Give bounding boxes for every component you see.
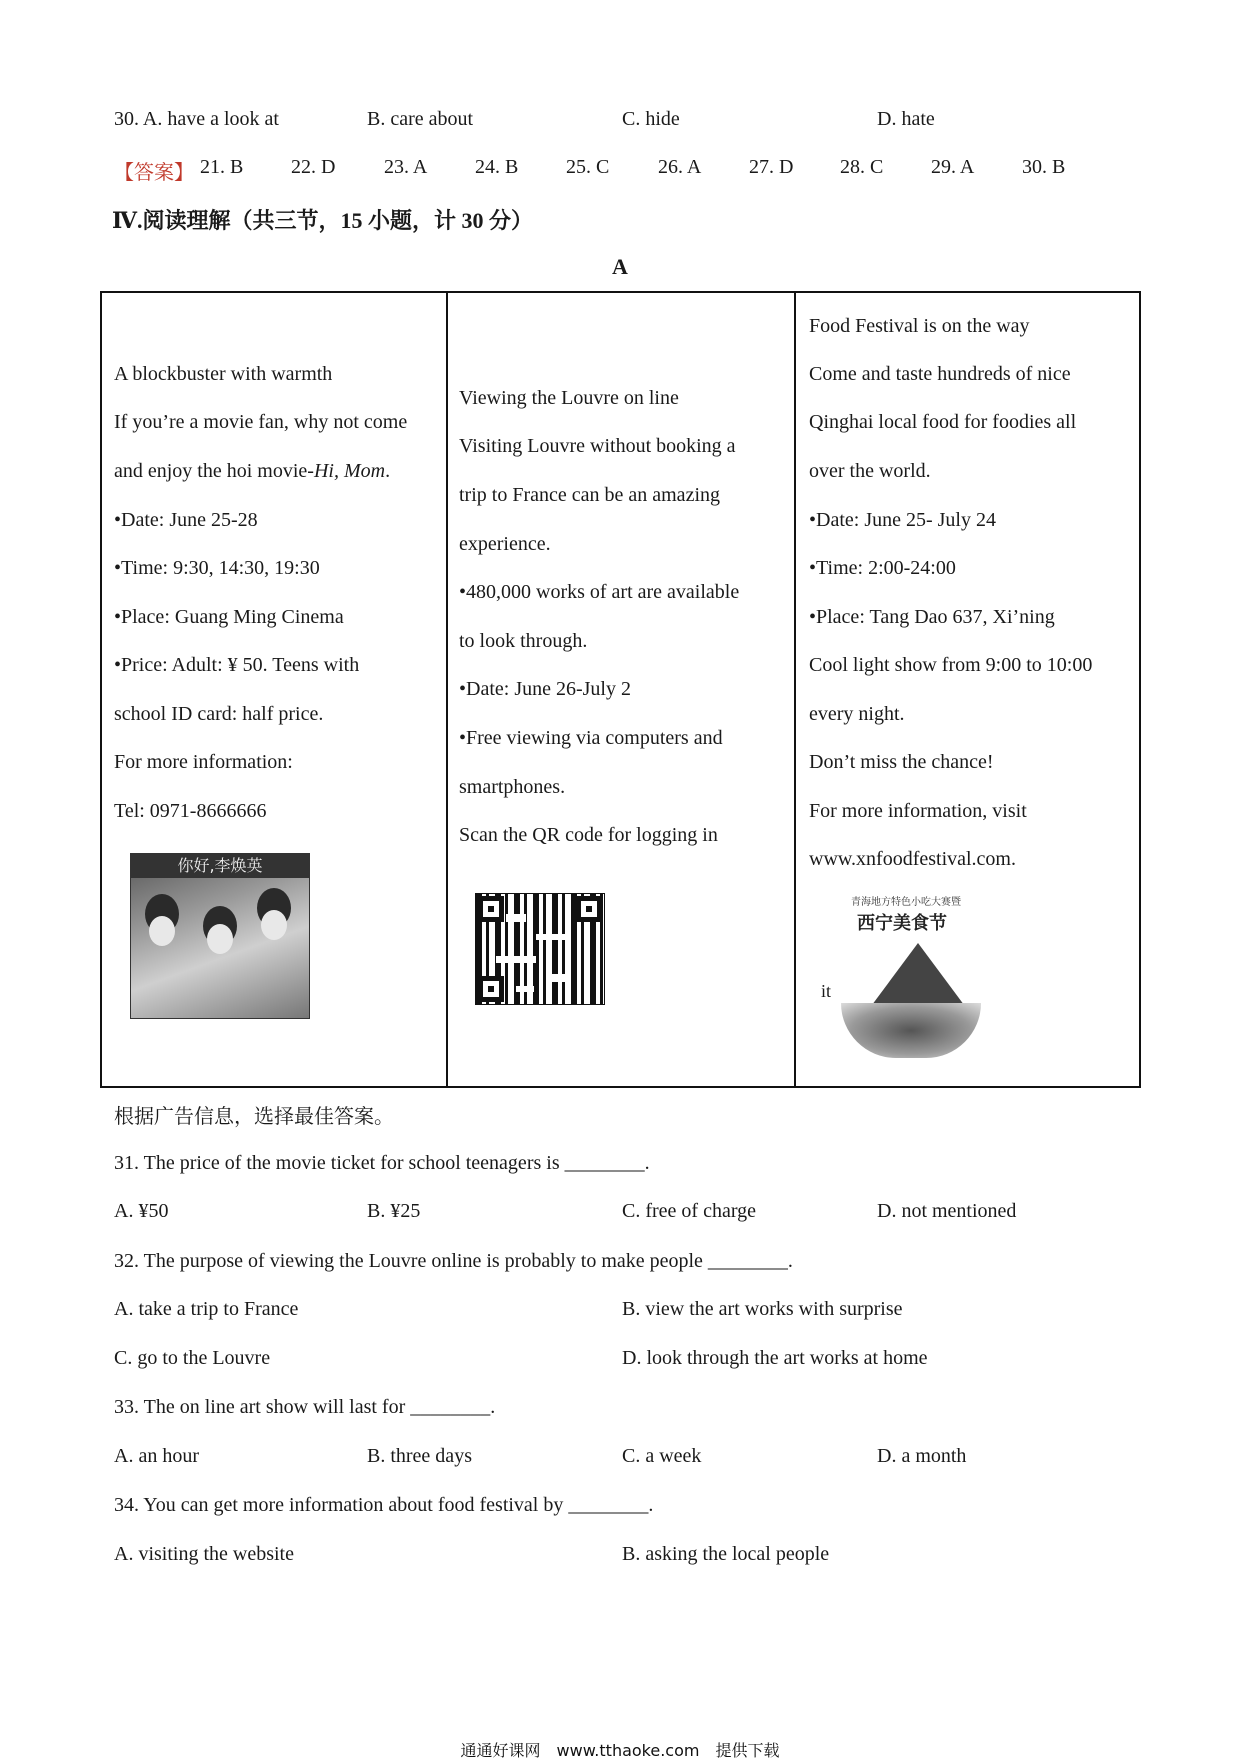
q30-option-c: C. hide bbox=[622, 108, 680, 130]
section-title: Ⅳ.阅读理解（共三节，15 小题，计 30 分） bbox=[112, 208, 533, 233]
part-heading: A bbox=[612, 254, 628, 279]
answer-27: 27. D bbox=[749, 156, 794, 178]
movie-line: and enjoy the hoi movie- bbox=[114, 460, 314, 482]
food-line: over the world. bbox=[809, 460, 931, 482]
q31-option-d: D. not mentioned bbox=[877, 1200, 1017, 1222]
movie-date: •Date: June 25-28 bbox=[114, 509, 258, 531]
q31-option-c: C. free of charge bbox=[622, 1200, 757, 1222]
q32-option-d: D. look through the art works at home bbox=[622, 1347, 928, 1369]
movie-title-period: . bbox=[385, 460, 391, 482]
movie-ad bbox=[114, 293, 444, 1086]
q30-option-d: D. hate bbox=[877, 108, 935, 130]
q33-option-d: D. a month bbox=[877, 1445, 967, 1467]
movie-title: Hi, Mom bbox=[313, 460, 386, 482]
food-line: Don’t miss the chance! bbox=[809, 751, 994, 773]
answer-key bbox=[114, 156, 194, 185]
q32-option-b: B. view the art works with surprise bbox=[622, 1298, 903, 1320]
movie-price: •Price: Adult: ¥ 50. Teens with bbox=[114, 654, 360, 676]
movie-line: If you’re a movie fan, why not come bbox=[114, 411, 408, 433]
food-line: Qinghai local food for foodies all bbox=[809, 411, 1077, 433]
q31-option-b: B. ¥25 bbox=[367, 1200, 421, 1222]
answer-21: 21. B bbox=[200, 156, 244, 178]
food-line: Come and taste hundreds of nice bbox=[809, 363, 1071, 385]
louvre-free: •Free viewing via computers and bbox=[459, 727, 723, 749]
q31-option-a: A. ¥50 bbox=[114, 1200, 169, 1222]
food-poster-subtitle: 青海地方特色小吃大赛暨 bbox=[851, 897, 961, 908]
movie-time: •Time: 9:30, 14:30, 19:30 bbox=[114, 557, 320, 579]
food-line: every night. bbox=[809, 703, 905, 725]
answer-25: 25. C bbox=[566, 156, 610, 178]
food-info-label: For more information, visit bbox=[809, 800, 1027, 822]
movie-tel: Tel: 0971-8666666 bbox=[114, 800, 267, 822]
food-poster-fragment: it bbox=[821, 981, 832, 1001]
answer-22: 22. D bbox=[291, 156, 336, 178]
q30-option-b: B. care about bbox=[367, 108, 474, 130]
food-headline: Food Festival is on the way bbox=[809, 315, 1030, 337]
food-festival-poster bbox=[821, 893, 989, 1063]
answer-23: 23. A bbox=[384, 156, 428, 178]
food-time: •Time: 2:00-24:00 bbox=[809, 557, 956, 579]
louvre-line: experience. bbox=[459, 533, 551, 555]
food-place: •Place: Tang Dao 637, Xi’ning bbox=[809, 606, 1055, 628]
answer-30: 30. B bbox=[1022, 156, 1066, 178]
q34-option-b: B. asking the local people bbox=[622, 1543, 830, 1565]
answer-tag: 【答案】 bbox=[114, 162, 194, 184]
q32-option-a: A. take a trip to France bbox=[114, 1298, 299, 1320]
ads-table bbox=[100, 291, 1141, 1088]
column-divider bbox=[446, 293, 448, 1086]
instruction: 根据广告信息，选择最佳答案。 bbox=[114, 1106, 394, 1128]
louvre-line: smartphones. bbox=[459, 776, 566, 798]
q34-option-a: A. visiting the website bbox=[114, 1543, 294, 1565]
louvre-ad bbox=[459, 293, 789, 1086]
bowl-image bbox=[841, 1003, 981, 1058]
movie-price-note: school ID card: half price. bbox=[114, 703, 324, 725]
qr-code-icon[interactable] bbox=[475, 893, 605, 1005]
q33-stem: 33. The on line art show will last for ________. bbox=[114, 1396, 496, 1418]
q33-option-a: A. an hour bbox=[114, 1445, 199, 1467]
q33-option-c: C. a week bbox=[622, 1445, 702, 1467]
movie-poster-image bbox=[130, 853, 310, 1019]
q34-stem: 34. You can get more information about food festival by ________. bbox=[114, 1494, 654, 1516]
movie-place: •Place: Guang Ming Cinema bbox=[114, 606, 344, 628]
q31-stem: 31. The price of the movie ticket for school teenagers is ________. bbox=[114, 1152, 650, 1174]
answer-26: 26. A bbox=[658, 156, 702, 178]
q32-stem: 32. The purpose of viewing the Louvre online is probably to make people ________. bbox=[114, 1250, 793, 1272]
movie-info-label: For more information: bbox=[114, 751, 293, 773]
food-website[interactable]: www.xnfoodfestival.com. bbox=[809, 848, 1016, 870]
louvre-headline: Viewing the Louvre on line bbox=[459, 387, 679, 409]
q30-option-a: 30. A. have a look at bbox=[114, 108, 279, 130]
page-footer: 通通好课网 www.tthaoke.com 提供下载 bbox=[460, 1741, 780, 1760]
louvre-date: •Date: June 26-July 2 bbox=[459, 678, 631, 700]
answer-24: 24. B bbox=[475, 156, 519, 178]
louvre-scan: Scan the QR code for logging in bbox=[459, 824, 718, 846]
movie-headline: A blockbuster with warmth bbox=[114, 363, 333, 385]
answer-28: 28. C bbox=[840, 156, 884, 178]
louvre-works: •480,000 works of art are available bbox=[459, 581, 740, 603]
movie-line-title bbox=[114, 460, 390, 483]
louvre-line: Visiting Louvre without booking a bbox=[459, 435, 736, 457]
food-poster-title: 西宁美食节 bbox=[857, 913, 947, 934]
louvre-line: to look through. bbox=[459, 630, 588, 652]
louvre-line: trip to France can be an amazing bbox=[459, 484, 720, 506]
q33-option-b: B. three days bbox=[367, 1445, 472, 1467]
food-ad bbox=[809, 293, 1139, 1086]
movie-poster-text: 你好,李焕英 bbox=[131, 854, 309, 878]
food-date: •Date: June 25- July 24 bbox=[809, 509, 996, 531]
food-light-show: Cool light show from 9:00 to 10:00 bbox=[809, 654, 1093, 676]
q32-option-c: C. go to the Louvre bbox=[114, 1347, 271, 1369]
answer-29: 29. A bbox=[931, 156, 975, 178]
column-divider bbox=[794, 293, 796, 1086]
